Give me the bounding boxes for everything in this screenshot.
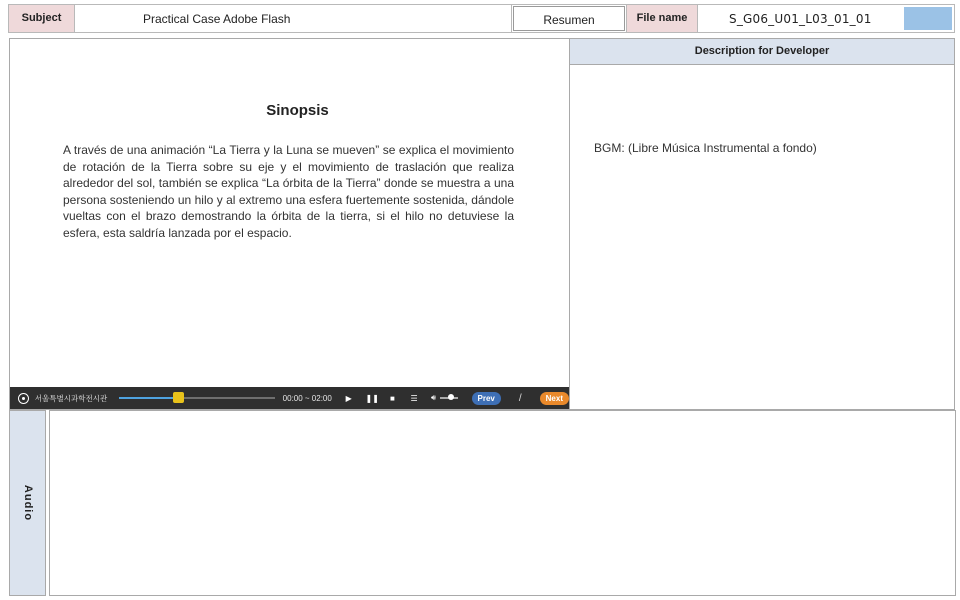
- volume-icon[interactable]: 🔊︎: [430, 393, 437, 402]
- header-color-swatch: [904, 7, 952, 30]
- audio-content-box: [49, 410, 956, 596]
- nav-separator: /: [518, 392, 522, 404]
- file-name-value: S_G06_U01_L03_01_01: [729, 12, 872, 26]
- subject-label: Subject: [9, 5, 75, 32]
- page-name-field: Resumen: [513, 6, 625, 31]
- play-icon[interactable]: ▶: [345, 393, 352, 403]
- subject-value: Practical Case Adobe Flash: [76, 5, 512, 32]
- pause-icon[interactable]: ❚❚: [365, 393, 379, 403]
- volume-handle[interactable]: [448, 394, 454, 400]
- menu-icon[interactable]: ☰: [410, 393, 418, 403]
- prev-button[interactable]: Prev: [472, 392, 501, 405]
- audio-label: Audio: [21, 484, 34, 522]
- progress-fill: [119, 397, 178, 399]
- progress-handle[interactable]: [173, 392, 184, 403]
- description-header: Description for Developer: [570, 39, 954, 65]
- header-bar: [8, 4, 955, 33]
- next-button[interactable]: Next: [540, 392, 569, 405]
- synopsis-text: A través de una animación “La Tierra y la Luna se mueven” se explica el movimiento de rotación de la Tierra sobre su eje y el movimiento de traslación que realiza alrededor del sol, también se explica “La órbita de la Tierra” donde se muestra a una persona sosteniendo un hilo y al extremo una esfera fuertemente sostenida, dándole vueltas con el brazo demostrando la órbita de la tierra, si el hilo no detuviese la esfera, esta saldría lanzada por el espacio.: [63, 143, 514, 240]
- media-player-bar: [10, 387, 569, 409]
- developer-description-panel: [570, 38, 955, 410]
- volume-slider[interactable]: [440, 397, 457, 399]
- stop-icon[interactable]: ■: [389, 393, 395, 403]
- progress-bar[interactable]: [119, 397, 274, 399]
- file-name-label: File name: [626, 5, 698, 32]
- description-text: BGM: (Libre Música Instrumental a fondo): [594, 141, 817, 155]
- audio-label-cell: [9, 410, 46, 596]
- page-title: Sinopsis: [266, 102, 329, 119]
- logo-icon: [18, 393, 29, 404]
- time-readout: 00:00 ~ 02:00: [282, 393, 332, 403]
- player-brand-label: 서울특별시과학전시관: [34, 393, 108, 403]
- content-stage: [9, 38, 570, 410]
